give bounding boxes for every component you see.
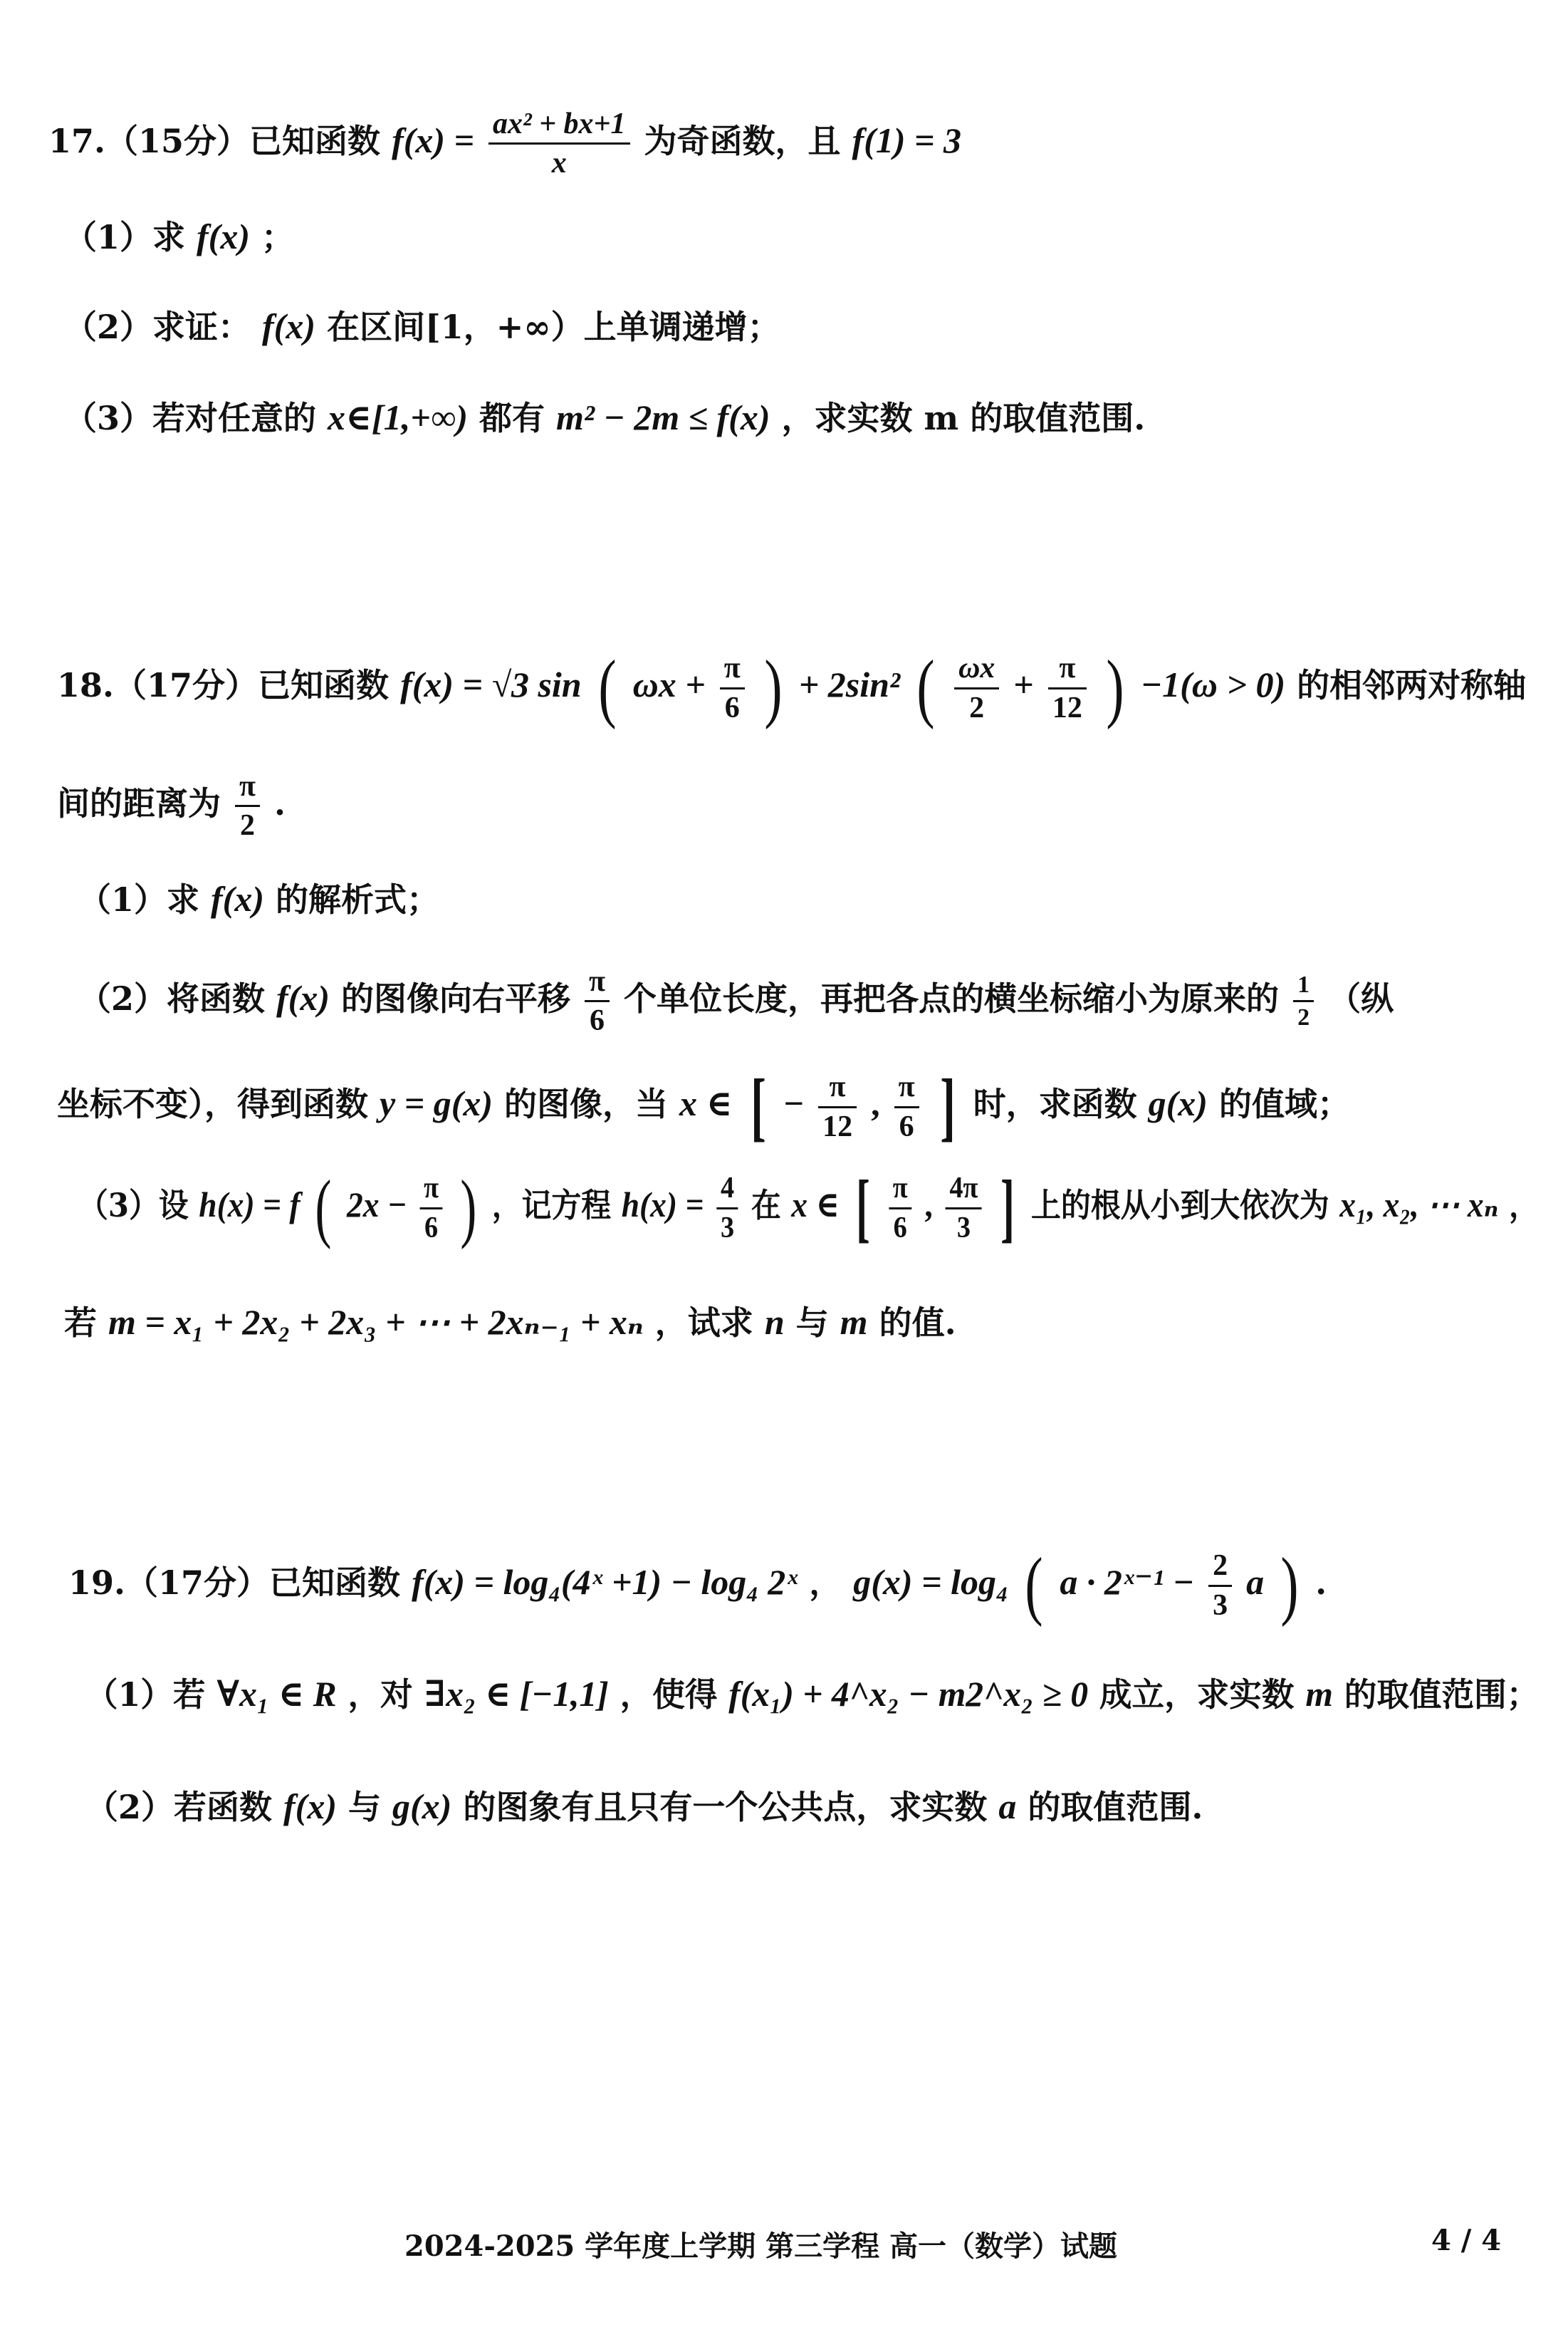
p18-q2-half [1293, 971, 1314, 1031]
p18-rparen-1: ) [764, 645, 783, 730]
p17-q3-text2: ，求实数 m 的取值范围. [781, 399, 1146, 437]
p18-q1-math: f(x) [211, 879, 264, 919]
p17-q2-label: （2）求证： [64, 308, 251, 346]
p17-q2-text: 在区间[1，+∞）上单调递增； [327, 308, 780, 346]
p18-lparen-2: ( [916, 645, 935, 730]
p18-lparen-1: ( [598, 645, 617, 730]
p19-gx: g(x) = log₄ [853, 1562, 1009, 1602]
p18-q3-pi-over-6 [420, 1171, 443, 1245]
p18-tail-text: 的相邻两对称轴 [1297, 666, 1527, 704]
p19-q1-text1: ，对 [347, 1675, 413, 1714]
p19-rparen: ) [1280, 1543, 1299, 1628]
p18-q3-four-thirds [717, 1171, 738, 1245]
p18-fx: f(x) = √3 sin [400, 665, 582, 704]
footer-title: 2024-2025 学年度上学期 第三学程 高一（数学）试题 [404, 2229, 1118, 2263]
p17-q3-label: （3）若对任意的 [64, 399, 317, 437]
p19-q1-math3: f(x₁) + 4^x₂ − m2^x₂ ≥ 0 [728, 1674, 1089, 1714]
p19-q2-math2: g(x) [392, 1786, 452, 1826]
p18-q3-four: 4 [717, 1171, 738, 1209]
p18-q2b-six: 6 [899, 1110, 914, 1143]
p18-q3-math2: h(x) = [621, 1185, 704, 1224]
p18-q2b-text1: 坐标不变），得到函数 [57, 1085, 368, 1123]
p18-omega-x-over-2 [954, 651, 999, 725]
p18-q3-math3: x ∈ [791, 1185, 840, 1224]
p18-q2b-math3: g(x) [1148, 1083, 1208, 1123]
p18-q3-pi-2: π [889, 1171, 911, 1209]
p17-frac-den: x [551, 147, 567, 180]
p18-q2b-pi-over-12 [818, 1070, 857, 1144]
p19-fx: f(x) = log₄(4ˣ +1) − log₄ 2ˣ [412, 1562, 798, 1602]
p18-q3-text2: 在 [751, 1186, 781, 1224]
p18-q3-text1: ，记方程 [491, 1186, 612, 1224]
p19-q2-text3: 的取值范围. [1028, 1788, 1203, 1826]
p17-header: 17.（15分）已知函数 [48, 121, 381, 160]
p17-frac-num: ax² + bx+1 [488, 107, 629, 145]
p18-q3-three-2: 3 [956, 1211, 971, 1244]
p18-two-2: 2 [240, 809, 256, 843]
problem-18-q2 [78, 964, 1394, 1039]
p18-header: 18.（17分）已知函数 [57, 666, 390, 704]
p18-q3-fourpi: 4π [946, 1171, 982, 1209]
p18-q2-text2: 个单位长度，再把各点的横坐标缩小为原来的 [624, 979, 1280, 1018]
p18-q3b-text1: 若 [64, 1303, 97, 1342]
p18-q2-text1: 的图像向右平移 [341, 979, 570, 1018]
p19-q2-math1: f(x) [283, 1786, 337, 1826]
p17-cond: 为奇函数，且 [644, 121, 841, 160]
p18-q3b-text3: 与 [795, 1303, 829, 1342]
p17-q3-math1: x∈[1,+∞) [328, 397, 468, 437]
p17-q2-math: f(x) [262, 306, 315, 346]
p19-lparen: ( [1025, 1543, 1043, 1628]
p18-q2-text3: （纵 [1328, 979, 1394, 1018]
problem-17-statement [48, 107, 961, 181]
p19-q1-m: m [1305, 1674, 1333, 1714]
p18-q3-label: （3）设 [78, 1186, 189, 1224]
p18-q2-math: f(x) [276, 977, 330, 1018]
p18-q3b-m: m [840, 1302, 868, 1342]
p19-q1-text4: 的取值范围； [1344, 1675, 1540, 1714]
p18-q2-label: （2）将函数 [78, 979, 266, 1018]
p18-q3-pi-over-6-b [889, 1171, 911, 1245]
p18-q3-six-2: 6 [893, 1211, 907, 1244]
p18-two: 2 [969, 691, 985, 724]
problem-19-q2 [85, 1785, 1203, 1828]
p18-q1-label: （1）求 [78, 880, 200, 919]
p19-q1-math1: ∀x₁ ∈ R [216, 1674, 337, 1714]
p18-q3-comma: , [924, 1185, 933, 1224]
problem-18-line2 [57, 769, 286, 843]
p18-q2b-pi-2: π [894, 1070, 919, 1108]
p18-inner1: ωx + [632, 665, 706, 704]
problem-19-statement [68, 1543, 1327, 1628]
p18-pi-over-12 [1048, 651, 1087, 725]
p18-q3-rparen: ) [460, 1165, 477, 1250]
p18-q2b-text4: 的值域； [1218, 1085, 1350, 1123]
p18-q3-rbracket: ] [1000, 1165, 1015, 1250]
p17-q1-end: ； [261, 218, 294, 256]
p18-q3-lparen: ( [315, 1165, 332, 1250]
p18-q3-lbracket: [ [856, 1165, 870, 1250]
p19-q2-text1: 与 [348, 1788, 381, 1826]
p19-q2-label: （2）若函数 [85, 1788, 273, 1826]
p18-pi-over-2 [235, 769, 260, 843]
p18-q1-text: 的解析式； [276, 880, 439, 919]
p18-q3-inner: 2x − [346, 1185, 407, 1224]
p18-q2b-pi: π [818, 1070, 857, 1108]
p18-q2b-math1: y = g(x) [380, 1083, 493, 1123]
p18-q2b-lbracket: [ [750, 1064, 766, 1149]
problem-17-q2 [64, 305, 780, 348]
p18-q2-six: 6 [590, 1004, 605, 1038]
p18-six: 6 [724, 691, 740, 724]
p19-q1-math2: ∃x₂ ∈ [−1,1] [424, 1674, 609, 1714]
p18-q2b-rbracket: ] [939, 1064, 956, 1149]
p18-q3b-text2: ，试求 [654, 1303, 753, 1342]
p19-end: . [1315, 1563, 1327, 1602]
problem-18-q3 [78, 1165, 1539, 1250]
p19-comma: ， [809, 1563, 842, 1602]
footer-page-number: 4 / 4 [1431, 2224, 1502, 2257]
p18-line2-text: 间的距离为 [57, 784, 221, 823]
p18-q2b-math2: x ∈ [679, 1083, 733, 1123]
problem-18-q3-cont [64, 1301, 956, 1343]
p18-q3-4pi-over-3 [946, 1171, 982, 1245]
p17-q3-math2: m² − 2m ≤ f(x) [556, 397, 770, 437]
p17-q3-text1: 都有 [479, 399, 545, 437]
p18-omega-x: ωx [954, 651, 999, 689]
p19-header: 19.（17分）已知函数 [68, 1563, 401, 1602]
p18-q3-math1: h(x) = f [199, 1185, 300, 1224]
p18-q3b-n: n [764, 1302, 785, 1342]
p18-pi-over-6 [720, 651, 745, 725]
p19-inner: a · 2ˣ⁻¹ − [1060, 1562, 1195, 1602]
p17-fraction [488, 107, 629, 181]
problem-17-q3 [64, 396, 1145, 439]
p19-q2-text2: 的图象有且只有一个公共点，求实数 [463, 1788, 988, 1826]
p18-pi-num: π [720, 651, 745, 689]
p17-q1-math: f(x) [197, 217, 250, 256]
p19-two: 2 [1208, 1548, 1232, 1586]
p18-q3-text3: 上的根从小到大依次为 [1031, 1186, 1329, 1224]
p18-line2-end: . [274, 784, 286, 823]
p18-q2-pi-over-6 [585, 964, 610, 1039]
p18-q2b-text2: 的图像，当 [504, 1085, 669, 1123]
problem-19-q1 [85, 1672, 1539, 1715]
p19-q2-a: a [998, 1786, 1017, 1826]
p19-q1-text2: ，使得 [620, 1675, 718, 1714]
p18-q2b-text3: 时，求函数 [973, 1085, 1137, 1123]
p18-plus: + [1013, 665, 1034, 704]
p18-q2b-twelve: 12 [822, 1110, 853, 1143]
p19-three: 3 [1213, 1588, 1228, 1622]
p18-q3b-math: m = x₁ + 2x₂ + 2x₃ + ⋯ + 2xₙ₋₁ + xₙ [108, 1302, 644, 1342]
p18-q2-half-den: 2 [1297, 1004, 1310, 1031]
problem-18-statement [57, 645, 1527, 730]
p18-plus2sin: + 2sin² [798, 665, 900, 704]
p18-tail-math: −1(ω > 0) [1140, 665, 1286, 704]
problem-18-q1 [78, 878, 439, 920]
p18-pi-num-3: π [235, 769, 260, 807]
p18-q3-end: ， [1508, 1186, 1539, 1224]
p18-q2-pi: π [585, 964, 610, 1002]
p19-two-thirds [1208, 1548, 1232, 1623]
p19-a: a [1246, 1562, 1265, 1602]
p18-q2-half-num: 1 [1293, 971, 1314, 1002]
p18-q3-three: 3 [721, 1211, 735, 1244]
p17-cond-math: f(1) = 3 [852, 120, 961, 160]
p18-q3b-text4: 的值. [879, 1303, 956, 1342]
p17-q1-label: （1）求 [64, 218, 186, 256]
p18-q3-pi: π [420, 1171, 443, 1209]
problem-18-q2-cont [57, 1064, 1350, 1149]
p18-rparen-2: ) [1106, 645, 1124, 730]
p18-q2b-comma: , [871, 1083, 880, 1123]
p19-q1-label: （1）若 [85, 1675, 206, 1714]
p19-q1-text3: 成立，求实数 [1099, 1675, 1295, 1714]
p18-twelve: 12 [1052, 691, 1082, 724]
problem-17-q1 [64, 215, 294, 258]
p18-q3-math4: x₁, x₂, ⋯ xₙ [1339, 1185, 1499, 1224]
p17-fx: f(x) = [392, 120, 475, 160]
p18-q2b-pi-over-6 [894, 1070, 919, 1144]
p18-q2b-minus: − [783, 1083, 805, 1123]
p18-q3-six: 6 [424, 1211, 439, 1244]
p18-pi-num-2: π [1048, 651, 1087, 689]
